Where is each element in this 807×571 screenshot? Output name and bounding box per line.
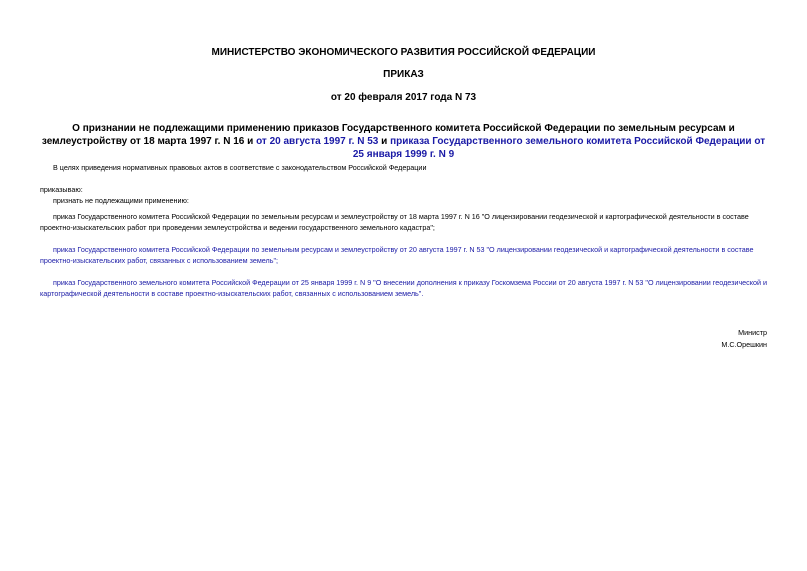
preamble-paragraph: В целях приведения нормативных правовых актов в соответствие с законодательством Российской Федерации [53,163,427,172]
ministry-heading: МИНИСТЕРСТВО ЭКОНОМИЧЕСКОГО РАЗВИТИЯ РОССИЙСКОЙ ФЕДЕРАЦИИ [211,47,596,58]
list-item-order-16: приказ Государственного комитета Российской Федерации по земельным ресурсам и землеустройству от 18 марта 1997 г. N 16 "О лицензировании геодезической и картографической деятельности в составе проектно-изыскательских работ при проведении землеустройства и ведении государственного земельного кадастра"; [40,212,749,232]
subject-text-2: и [378,136,391,147]
list-item-order-9[interactable]: приказ Государственного земельного комитета Российской Федерации от 25 января 1999 г. N 9 "О внесении дополнения к приказу Госкомзема России от 20 августа 1997 г. N 53 "О лицензировании геодезической и картографической деятельности в составе проектно-изыскательских работ, связанных с использованием земель". [40,278,768,298]
signature-name: М.С.Орешкин [721,340,767,349]
document-date-number: от 20 февраля 2017 года N 73 [330,92,477,103]
document-type: ПРИКАЗ [383,69,424,80]
order-word: приказываю: [40,185,83,194]
signature-title: Министр [738,328,767,337]
subject-text-1: О признании не подлежащими применению приказов Государственного комитета Российской Федерации по земельным ресурсам и землеустройству от 18 марта 1997 г. N 16 и [41,123,735,147]
item-intro: признать не подлежащими применению: [53,196,189,205]
subject-link-order-9[interactable]: приказа Государственного земельного комитета Российской Федерации от 25 января 1999 г. N 9 [352,136,766,160]
subject-link-order-53[interactable]: от 20 августа 1997 г. N 53 [256,136,379,147]
list-item-order-53[interactable]: приказ Государственного комитета Российской Федерации по земельным ресурсам и землеустройству от 20 августа 1997 г. N 53 "О лицензировании геодезической и картографической деятельности в составе проектно-изыскательских работ, связанных с использованием земель"; [40,245,754,265]
document-subject [40,122,767,161]
